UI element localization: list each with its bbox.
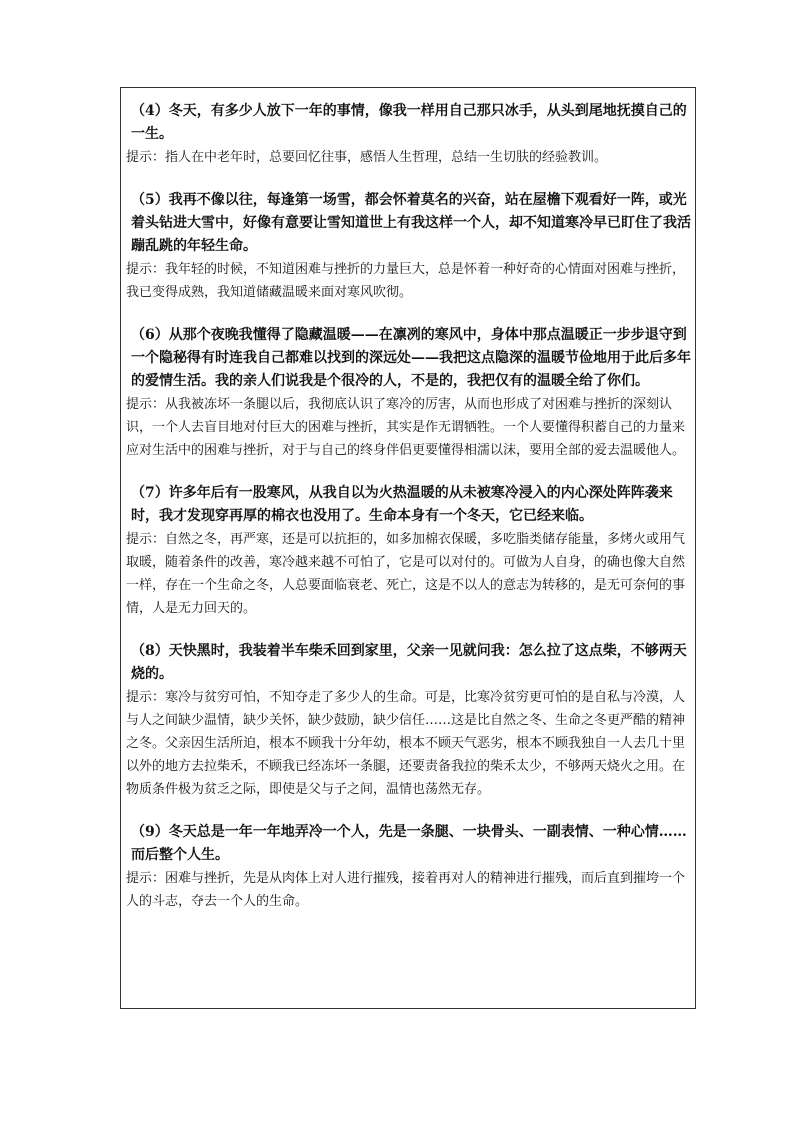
question-text: （4）冬天，有多少人放下一年的事情，像我一样用自己那只冰手，从头到尾地抚摸自己的一生。	[131, 103, 687, 142]
question-text: （6）从那个夜晚我懂得了隐藏温暖——在凛冽的寒风中，身体中那点温暖正一步步退守到一个隐秘得有时连我自己都难以找到的深远处——我把这点隐深的温暖节俭地用于此后多年的爱情生活。我的亲人们说我是个很冷的人，不是的，我把仅有的温暖全给了你们。	[131, 327, 691, 389]
question-text: （8）天快黑时，我装着半车柴禾回到家里，父亲一见就问我：怎么拉了这点柴，不够两天烧的。	[131, 643, 687, 682]
hint-text: 提示：寒冷与贫穷可怕，不知夺走了多少人的生命。可是，比寒冷贫穷更可怕的是自私与冷漠，人与人之间缺少温情，缺少关怀，缺少鼓励，缺少信任……这是比自然之冬、生命之冬更严酷的精神之冬。父亲因生活所迫，根本不顾我十分年幼，根本不顾天气恶劣，根本不顾我独自一人去几十里以外的地方去拉柴禾，不顾我已经冻坏一条腿，还要责备我拉的柴禾太少，不够两天烧火之用。在物质条件极为贫乏之际，即使是父与子之间，温情也荡然无存。	[126, 690, 686, 797]
document-content	[126, 100, 696, 933]
hint-text: 提示：我年轻的时候，不知道困难与挫折的力量巨大，总是怀着一种好奇的心情面对困难与挫折，我已变得成熟，我知道储藏温暖来面对寒风吹彻。	[126, 262, 686, 300]
list-item	[126, 821, 696, 913]
hint-text: 提示：从我被冻坏一条腿以后，我彻底认识了寒冷的厉害，从而也形成了对困难与挫折的深刻认识，一个人去盲目地对付巨大的困难与挫折，其实是作无谓牺牲。一个人要懂得积蓄自己的力量来应对生活中的困难与挫折，对于与自己的终身伴侣更要懂得相濡以沫，要用全部的爱去温暖他人。	[126, 397, 686, 458]
question-text: （7）许多年后有一股寒风，从我自以为火热温暖的从未被寒冷浸入的内心深处阵阵袭来时，我才发现穿再厚的棉衣也没用了。生命本身有一个冬天，它已经来临。	[131, 485, 673, 524]
hint-text: 提示：困难与挫折，先是从肉体上对人进行摧残，接着再对人的精神进行摧残，而后直到摧垮一个人的斗志，夺去一个人的生命。	[126, 871, 686, 909]
list-item	[126, 640, 696, 801]
list-item	[126, 189, 696, 304]
list-item	[126, 324, 696, 462]
hint-text: 提示：自然之冬，再严寒，还是可以抗拒的，如多加棉衣保暖，多吃脂类储存能量，多烤火或用气取暖，随着条件的改善，寒冷越来越不可怕了，它是可以对付的。可做为人自身，的确也像大自然一样，存在一个生命之冬，人总要面临衰老、死亡，这是不以人的意志为转移的，是无可奈何的事情，人是无力回天的。	[126, 532, 686, 616]
question-text: （9）冬天总是一年一年地弄冷一个人，先是一条腿、一块骨头、一副表情、一种心情……而后整个人生。	[131, 824, 687, 863]
list-item	[126, 100, 696, 169]
question-text: （5）我再不像以往，每逢第一场雪，都会怀着莫名的兴奋，站在屋檐下观看好一阵，或光着头钻进大雪中，好像有意要让雪知道世上有我这样一个人，却不知道寒冷早已盯住了我活蹦乱跳的年轻生命。	[131, 192, 691, 254]
hint-text: 提示：指人在中老年时，总要回忆往事，感悟人生哲理，总结一生切肤的经验教训。	[126, 150, 608, 165]
list-item	[126, 482, 696, 620]
